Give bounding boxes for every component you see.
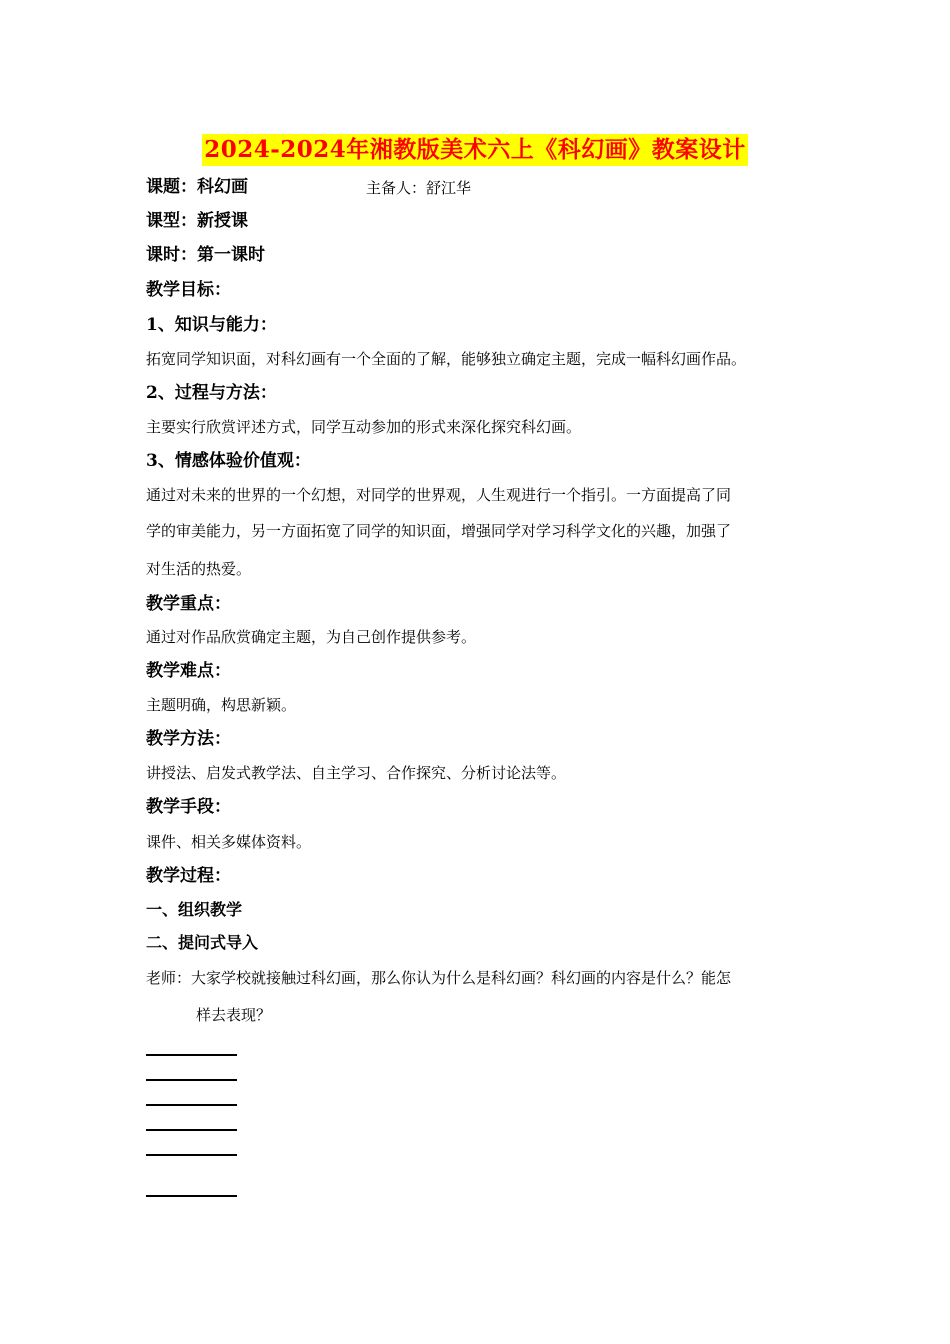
emotion-heading: 3、情感体验价值观： [146,451,311,471]
objectives-heading: 教学目标： [146,280,231,300]
knowledge-text: 拓宽同学知识面，对科幻画有一个全面的了解，能够独立确定主题，完成一幅科幻画作品。 [146,350,747,368]
answer-blank-line [146,1054,237,1056]
teacher-question-line-1: 老师：大家学校就接触过科幻画，那么你认为什么是科幻画？科幻画的内容是什么？能怎 [146,969,732,987]
difficulty-text: 主题明确，构思新颖。 [146,696,297,714]
answer-blank-line [146,1154,237,1156]
answer-blank-line [146,1195,237,1197]
step-intro-heading: 二、提问式导入 [146,933,259,952]
lesson-type-line: 课型：新授课 [146,211,248,231]
methods-text: 讲授法、启发式教学法、自主学习、合作探究、分析讨论法等。 [146,764,567,782]
answer-blank-line [146,1129,237,1131]
emotion-text-line-2: 学的审美能力，另一方面拓宽了同学的知识面，增强同学对学习科学文化的兴趣，加强了 [146,522,732,540]
process-method-heading: 2、过程与方法： [146,383,277,403]
teaching-process-heading: 教学过程： [146,866,231,886]
knowledge-heading: 1、知识与能力： [146,315,277,335]
key-point-heading: 教学重点： [146,594,231,614]
document-title: 2024-2024年湘教版美术六上《科幻画》教案设计 [202,134,748,166]
teacher-question-line-2: 样去表现？ [196,1006,272,1024]
methods-heading: 教学方法： [146,729,231,749]
answer-blank-line [146,1079,237,1081]
step-organize-heading: 一、组织教学 [146,900,243,919]
emotion-text-line-1: 通过对未来的世界的一个幻想，对同学的世界观，人生观进行一个指引。一方面提高了同 [146,486,732,504]
title-container [0,134,950,166]
preparer-line: 主备人：舒江华 [366,179,472,197]
difficulty-heading: 教学难点： [146,661,231,681]
means-text: 课件、相关多媒体资料。 [146,833,312,851]
answer-blank-line [146,1104,237,1106]
topic-line: 课题：科幻画 [146,177,248,197]
process-method-text: 主要实行欣赏评述方式，同学互动参加的形式来深化探究科幻画。 [146,418,582,436]
key-point-text: 通过对作品欣赏确定主题，为自己创作提供参考。 [146,628,477,646]
means-heading: 教学手段： [146,797,231,817]
lesson-period-line: 课时：第一课时 [146,245,265,265]
emotion-text-line-3: 对生活的热爱。 [146,560,252,578]
